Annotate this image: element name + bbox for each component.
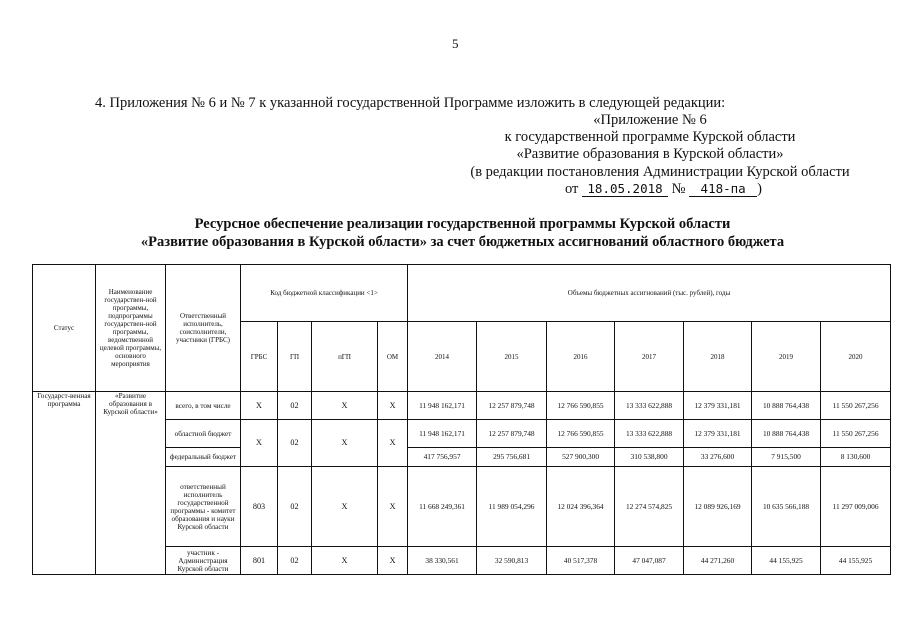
code-cell: 801 [241, 547, 278, 575]
header-year: 2016 [547, 322, 615, 392]
code-cell: X [378, 420, 408, 467]
date-prefix: от [565, 181, 579, 197]
appendix-line-4: (в редакции постановления Администрации Курской области [470, 164, 850, 180]
value-cell: 11 948 162,171 [408, 420, 477, 448]
code-cell: 02 [278, 467, 312, 547]
program-name-cell: «Развитие образования в Курской области» [96, 392, 166, 575]
header-budget-volumes: Объемы бюджетных ассигнований (тыс. рублей), годы [408, 265, 891, 322]
appendix-line-2: к государственной программе Курской области [504, 129, 796, 145]
value-cell: 527 900,300 [547, 448, 615, 467]
header-year: 2019 [752, 322, 821, 392]
value-cell: 32 590,813 [477, 547, 547, 575]
appendix-line-3: «Развитие образования в Курской области» [516, 146, 784, 162]
value-cell: 10 635 566,188 [752, 467, 821, 547]
value-cell: 44 155,925 [821, 547, 891, 575]
value-cell: 11 989 054,296 [477, 467, 547, 547]
code-cell: X [241, 420, 278, 467]
value-cell: 12 379 331,181 [684, 420, 752, 448]
row-label: федеральный бюджет [166, 448, 241, 467]
header-year: 2018 [684, 322, 752, 392]
value-cell: 12 257 879,748 [477, 420, 547, 448]
header-code-pgp: пГП [312, 322, 378, 392]
value-cell: 38 330,561 [408, 547, 477, 575]
value-cell: 11 550 267,256 [821, 420, 891, 448]
value-cell: 44 271,260 [684, 547, 752, 575]
row-label: всего, в том числе [166, 392, 241, 420]
header-program-name: Наименование государствен-ной программы, подпрограммы государствен-ной программы, ведомственной целевой программы, основного мероприятия [96, 265, 166, 392]
value-cell: 11 550 267,256 [821, 392, 891, 420]
header-year: 2017 [615, 322, 684, 392]
header-code-om: ОМ [378, 322, 408, 392]
row-label: ответственный исполнитель государственной программы - комитет образования и науки Курской области [166, 467, 241, 547]
close-paren: ) [757, 181, 762, 197]
resolution-date: 18.05.2018 [582, 181, 668, 197]
appendix-line-1: «Приложение № 6 [593, 112, 707, 128]
value-cell: 310 538,800 [615, 448, 684, 467]
header-year: 2020 [821, 322, 891, 392]
budget-table [32, 264, 891, 575]
value-cell: 12 379 331,181 [684, 392, 752, 420]
value-cell: 11 948 162,171 [408, 392, 477, 420]
code-cell: X [241, 392, 278, 420]
value-cell: 7 915,500 [752, 448, 821, 467]
code-cell: 02 [278, 392, 312, 420]
value-cell: 13 333 622,888 [615, 392, 684, 420]
header-status: Статус [33, 265, 96, 392]
value-cell: 295 756,681 [477, 448, 547, 467]
value-cell: 12 089 926,169 [684, 467, 752, 547]
value-cell: 10 888 764,438 [752, 392, 821, 420]
code-cell: 803 [241, 467, 278, 547]
code-cell: X [378, 547, 408, 575]
resolution-number: 418-па [689, 181, 757, 197]
page-number: 5 [452, 36, 459, 51]
code-cell: X [312, 547, 378, 575]
value-cell: 417 756,957 [408, 448, 477, 467]
table-row [33, 392, 891, 420]
code-cell: 02 [278, 420, 312, 467]
value-cell: 12 766 590,855 [547, 392, 615, 420]
code-cell: X [378, 392, 408, 420]
code-cell: 02 [278, 547, 312, 575]
value-cell: 11 297 009,006 [821, 467, 891, 547]
value-cell: 40 517,378 [547, 547, 615, 575]
code-cell: X [312, 392, 378, 420]
document-subtitle: «Развитие образования в Курской области» за счет бюджетных ассигнований областного бюджета [140, 234, 785, 250]
value-cell: 44 155,925 [752, 547, 821, 575]
header-budget-code: Код бюджетной классификации <1> [241, 265, 408, 322]
value-cell: 47 047,087 [615, 547, 684, 575]
value-cell: 12 274 574,825 [615, 467, 684, 547]
document-title: Ресурсное обеспечение реализации государственной программы Курской области [194, 216, 731, 232]
code-cell: X [312, 420, 378, 467]
header-year: 2015 [477, 322, 547, 392]
header-responsible: Ответственный исполнитель, соисполнители, участники (ГРБС) [166, 265, 241, 392]
value-cell: 12 257 879,748 [477, 392, 547, 420]
code-cell: X [312, 467, 378, 547]
header-code-grbs: ГРБС [241, 322, 278, 392]
amendment-text: 4. Приложения № 6 и № 7 к указанной государственной Программе изложить в следующей редакции: [95, 95, 726, 111]
header-year: 2014 [408, 322, 477, 392]
status-cell: Государст-венная программа [33, 392, 96, 575]
value-cell: 10 888 764,438 [752, 420, 821, 448]
row-label: участник - Администрация Курской области [166, 547, 241, 575]
row-label: областной бюджет [166, 420, 241, 448]
value-cell: 11 668 249,361 [408, 467, 477, 547]
value-cell: 13 333 622,888 [615, 420, 684, 448]
code-cell: X [378, 467, 408, 547]
number-prefix: № [671, 181, 686, 197]
value-cell: 8 130,600 [821, 448, 891, 467]
value-cell: 12 766 590,855 [547, 420, 615, 448]
header-code-gp: ГП [278, 322, 312, 392]
resolution-date-line [565, 181, 762, 198]
value-cell: 33 276,600 [684, 448, 752, 467]
value-cell: 12 024 396,364 [547, 467, 615, 547]
